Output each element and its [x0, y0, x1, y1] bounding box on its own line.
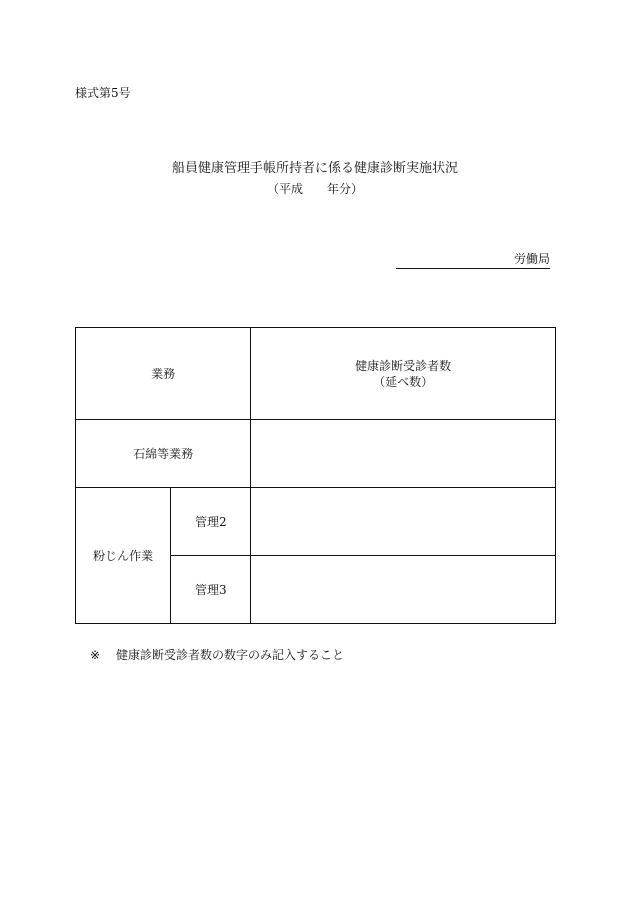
- header-count: [251, 328, 556, 420]
- asbestos-label: 石綿等業務: [133, 446, 194, 461]
- header-count-sublabel: （延べ数）: [373, 374, 434, 389]
- dust-work-label: 粉じん作業: [93, 548, 154, 563]
- table-row-kanri2: [76, 488, 556, 556]
- footnote: [90, 646, 344, 663]
- row-label-kanri3: [171, 556, 251, 624]
- period-line: （平成 年分）: [266, 182, 363, 196]
- row-label-dust: [76, 488, 171, 624]
- labour-bureau-field[interactable]: [396, 254, 550, 269]
- title-block: [0, 160, 630, 198]
- header-work: [76, 328, 251, 420]
- footnote-text: 健康診断受診者数の数字のみ記入すること: [116, 648, 345, 662]
- header-count-label: 健康診断受診者数: [355, 358, 452, 373]
- labour-bureau-label: 労働局: [513, 252, 550, 266]
- kanri3-label: 管理3: [194, 582, 227, 597]
- reference-mark: ※: [90, 648, 101, 662]
- form-number: 様式第5号: [75, 86, 131, 100]
- health-checkup-table: [75, 327, 556, 624]
- asbestos-count-field[interactable]: [251, 420, 556, 488]
- kanri3-count-field[interactable]: [251, 556, 556, 624]
- kanri2-label: 管理2: [194, 514, 227, 529]
- table-header-row: [76, 328, 556, 420]
- document-title: 船員健康管理手帳所持者に係る健康診断実施状況: [171, 161, 458, 176]
- table-row-asbestos: [76, 420, 556, 488]
- row-label-asbestos: [76, 420, 251, 488]
- row-label-kanri2: [171, 488, 251, 556]
- kanri2-count-field[interactable]: [251, 488, 556, 556]
- header-work-label: 業務: [151, 366, 176, 381]
